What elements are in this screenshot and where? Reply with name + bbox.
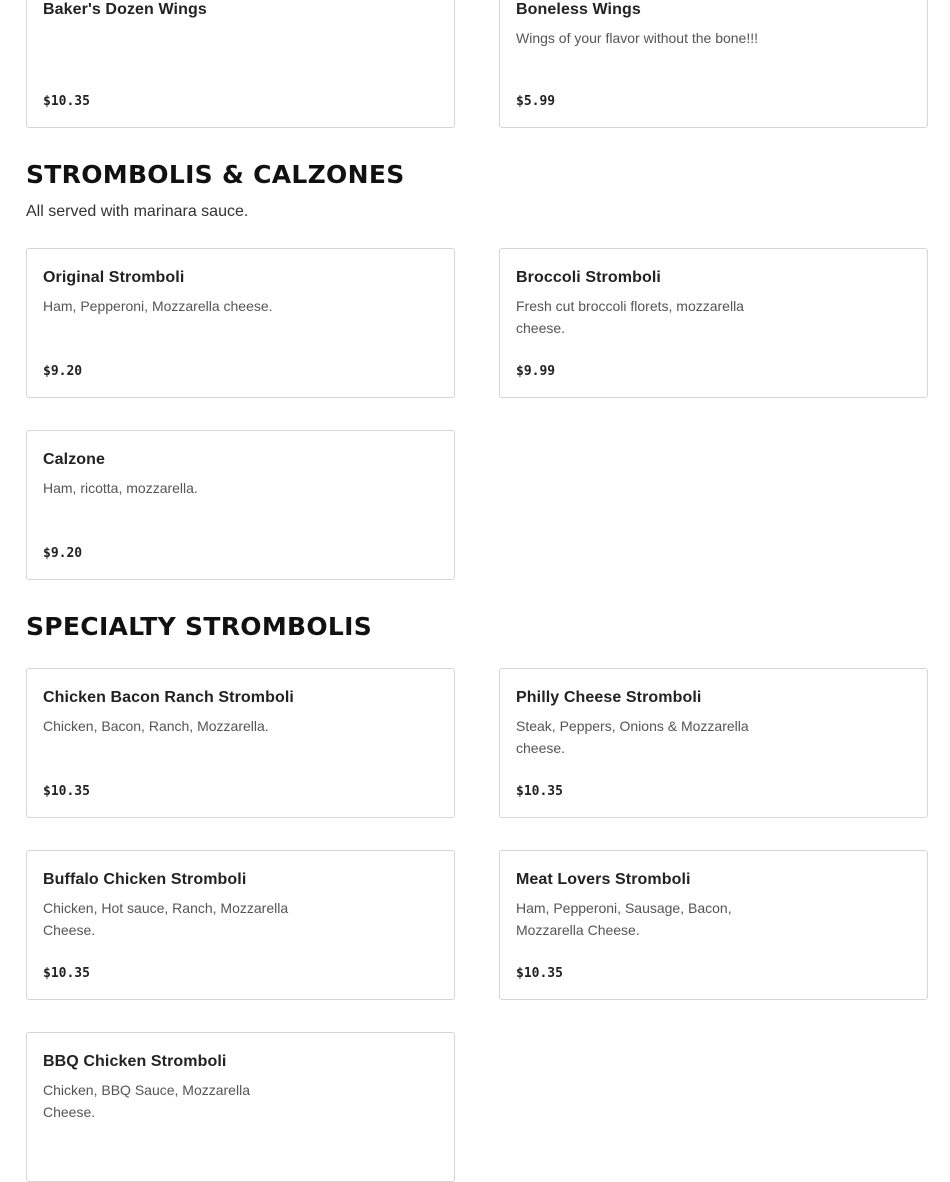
menu-item-description: Ham, Pepperoni, Mozzarella cheese.: [43, 298, 273, 314]
menu-item-card[interactable]: [26, 0, 455, 128]
menu-item-name: Meat Lovers Stromboli: [516, 871, 691, 888]
menu-item-name: Calzone: [43, 451, 106, 468]
menu-item-card[interactable]: [499, 248, 928, 398]
menu-item-description: Fresh cut broccoli florets, mozzarella cheese.: [516, 298, 744, 336]
menu-item-name: Boneless Wings: [516, 1, 641, 18]
section-subtitle: All served with marinara sauce.: [26, 203, 249, 220]
menu-item-name: Original Stromboli: [43, 269, 185, 286]
menu-item-description: Steak, Peppers, Onions & Mozzarella cheese.: [516, 718, 749, 756]
menu-item-card[interactable]: [26, 430, 455, 580]
menu-item-name: BBQ Chicken Stromboli: [43, 1053, 227, 1070]
menu-item-description: Ham, ricotta, mozzarella.: [43, 480, 198, 496]
menu-item-price: $5.99: [516, 94, 556, 109]
menu-item-card[interactable]: [26, 1032, 455, 1182]
section-title: STROMBOLIS & CALZONES: [26, 160, 405, 189]
menu-item-price: $10.35: [43, 966, 90, 981]
menu-item-price: $10.35: [43, 784, 90, 799]
menu-item-price: $10.35: [43, 94, 90, 109]
menu-item-description: Chicken, Bacon, Ranch, Mozzarella.: [43, 718, 269, 734]
menu-item-name: Chicken Bacon Ranch Stromboli: [43, 689, 294, 706]
menu-item-price: $10.35: [516, 966, 563, 981]
menu-item-description: Wings of your flavor without the bone!!!: [516, 30, 759, 46]
menu-item-name: Philly Cheese Stromboli: [516, 689, 702, 706]
menu-item-card[interactable]: [26, 850, 455, 1000]
menu-item-price: $9.20: [43, 364, 83, 379]
section-title: SPECIALTY STROMBOLIS: [26, 612, 373, 641]
menu-item-name: Baker's Dozen Wings: [43, 1, 207, 18]
menu-item-card[interactable]: [499, 850, 928, 1000]
menu-item-price: $9.20: [43, 546, 83, 561]
menu-item-card[interactable]: [499, 0, 928, 128]
menu-item-card[interactable]: [26, 248, 455, 398]
menu-item-name: Broccoli Stromboli: [516, 269, 661, 286]
menu-item-card[interactable]: [499, 668, 928, 818]
menu-item-description: Ham, Pepperoni, Sausage, Bacon, Mozzarella Cheese.: [516, 900, 732, 938]
menu-item-price: $10.35: [516, 784, 563, 799]
menu-item-card[interactable]: [26, 668, 455, 818]
menu-item-description: Chicken, Hot sauce, Ranch, Mozzarella Cheese.: [43, 900, 289, 938]
menu-item-price: $9.99: [516, 364, 556, 379]
menu-item-description: Chicken, BBQ Sauce, Mozzarella Cheese.: [43, 1082, 250, 1120]
menu-item-name: Buffalo Chicken Stromboli: [43, 871, 247, 888]
